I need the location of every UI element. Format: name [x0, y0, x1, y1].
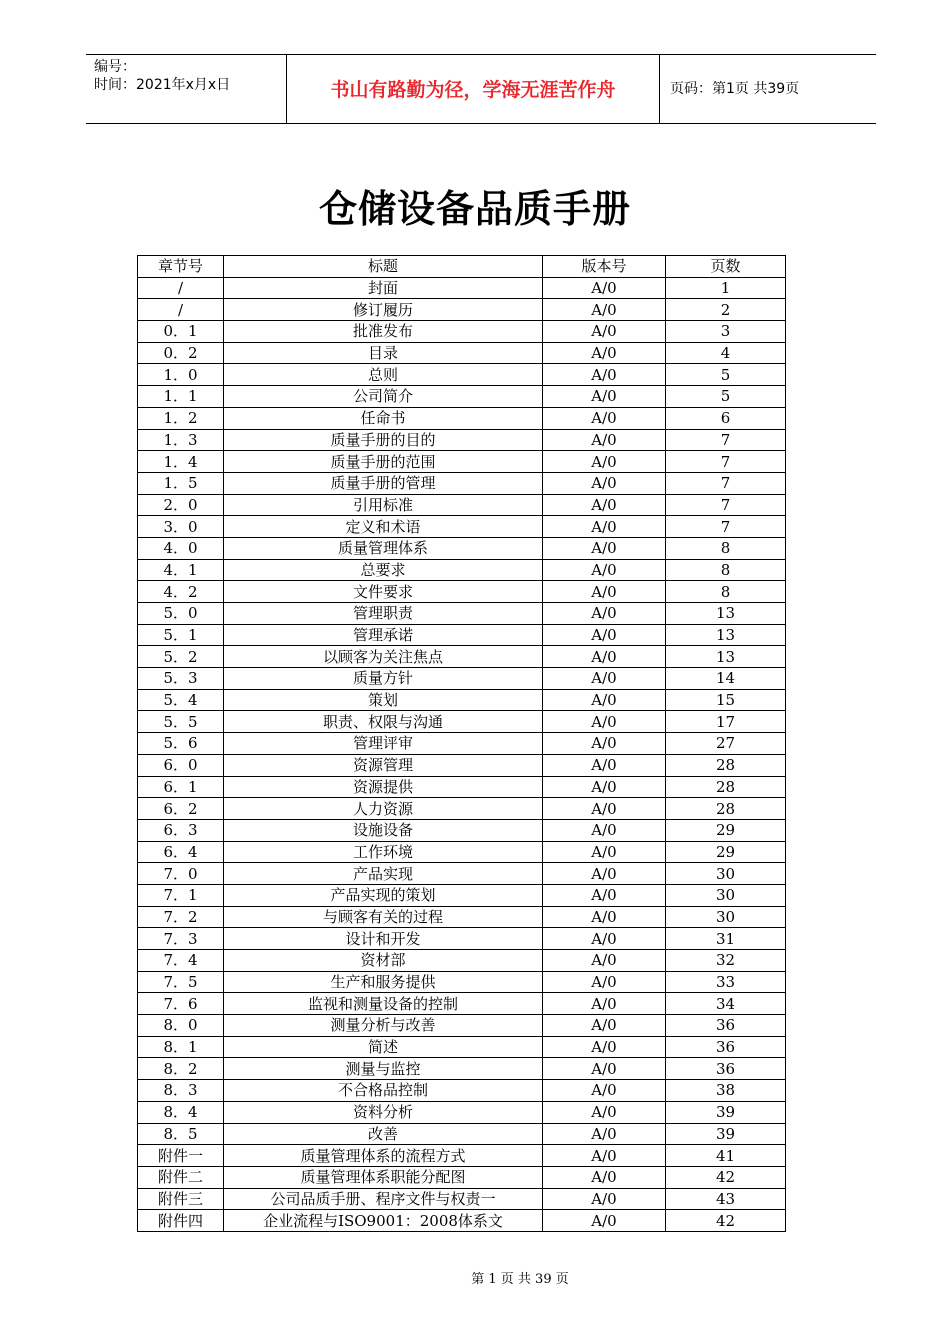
toc-cell-chapter: 7．5: [138, 971, 224, 993]
table-row: [138, 1101, 786, 1123]
toc-cell-chapter: 1．2: [138, 407, 224, 429]
toc-cell-version: A/0: [543, 624, 666, 646]
table-row: [138, 407, 786, 429]
table-row: [138, 1188, 786, 1210]
toc-cell-pages: 14: [666, 668, 786, 690]
toc-cell-chapter: 8．5: [138, 1123, 224, 1145]
toc-cell-pages: 4: [666, 342, 786, 364]
toc-cell-version: A/0: [543, 342, 666, 364]
table-row: [138, 689, 786, 711]
toc-cell-chapter: 7．2: [138, 906, 224, 928]
toc-cell-pages: 8: [666, 559, 786, 581]
toc-cell-title: 公司品质手册、程序文件与权责一: [224, 1188, 543, 1210]
table-row: [138, 819, 786, 841]
toc-cell-title: 设计和开发: [224, 928, 543, 950]
toc-cell-version: A/0: [543, 581, 666, 603]
toc-cell-title: 质量管理体系: [224, 537, 543, 559]
toc-cell-version: A/0: [543, 451, 666, 473]
toc-cell-title: 企业流程与ISO9001：2008体系文: [224, 1210, 543, 1232]
table-row: [138, 711, 786, 733]
table-row: [138, 624, 786, 646]
toc-cell-pages: 30: [666, 884, 786, 906]
toc-cell-version: A/0: [543, 603, 666, 625]
column-header-pages: 页数: [666, 256, 786, 278]
table-row: [138, 1123, 786, 1145]
toc-cell-version: A/0: [543, 754, 666, 776]
toc-cell-chapter: 1．3: [138, 429, 224, 451]
toc-cell-version: A/0: [543, 537, 666, 559]
toc-cell-title: 工作环境: [224, 841, 543, 863]
header-motto: 书山有路勤为径，学海无涯苦作舟: [330, 79, 616, 101]
toc-cell-version: A/0: [543, 1036, 666, 1058]
toc-cell-version: A/0: [543, 1123, 666, 1145]
table-row: [138, 863, 786, 885]
toc-cell-version: A/0: [543, 516, 666, 538]
table-row: [138, 429, 786, 451]
toc-cell-pages: 34: [666, 993, 786, 1015]
toc-cell-pages: 29: [666, 819, 786, 841]
table-row: [138, 386, 786, 408]
table-row: [138, 1036, 786, 1058]
toc-cell-pages: 13: [666, 646, 786, 668]
toc-cell-pages: 42: [666, 1210, 786, 1232]
toc-cell-pages: 28: [666, 798, 786, 820]
toc-cell-version: A/0: [543, 386, 666, 408]
toc-cell-chapter: 0．2: [138, 342, 224, 364]
toc-cell-pages: 6: [666, 407, 786, 429]
toc-cell-title: 管理评审: [224, 733, 543, 755]
toc-cell-version: A/0: [543, 429, 666, 451]
page-header: [86, 54, 876, 124]
toc-cell-title: 人力资源: [224, 798, 543, 820]
toc-cell-chapter: 1．1: [138, 386, 224, 408]
toc-cell-version: A/0: [543, 733, 666, 755]
toc-cell-pages: 17: [666, 711, 786, 733]
toc-cell-version: A/0: [543, 971, 666, 993]
toc-cell-pages: 39: [666, 1101, 786, 1123]
toc-cell-title: 简述: [224, 1036, 543, 1058]
table-row: [138, 646, 786, 668]
table-row: [138, 950, 786, 972]
toc-cell-version: A/0: [543, 364, 666, 386]
toc-cell-title: 封面: [224, 277, 543, 299]
toc-cell-pages: 30: [666, 906, 786, 928]
toc-cell-version: A/0: [543, 321, 666, 343]
toc-cell-pages: 13: [666, 603, 786, 625]
toc-cell-title: 质量手册的目的: [224, 429, 543, 451]
toc-cell-version: A/0: [543, 494, 666, 516]
toc-cell-title: 与顾客有关的过程: [224, 906, 543, 928]
toc-cell-version: A/0: [543, 928, 666, 950]
document-number-label: 编号：: [94, 59, 136, 75]
toc-cell-pages: 29: [666, 841, 786, 863]
toc-cell-chapter: 5．6: [138, 733, 224, 755]
toc-cell-title: 产品实现: [224, 863, 543, 885]
table-row: [138, 668, 786, 690]
table-row: [138, 342, 786, 364]
toc-cell-chapter: 附件四: [138, 1210, 224, 1232]
table-row: [138, 1015, 786, 1037]
toc-cell-title: 质量管理体系职能分配图: [224, 1166, 543, 1188]
toc-cell-title: 管理职责: [224, 603, 543, 625]
toc-cell-pages: 5: [666, 386, 786, 408]
toc-cell-pages: 33: [666, 971, 786, 993]
table-row: [138, 321, 786, 343]
toc-cell-title: 测量与监控: [224, 1058, 543, 1080]
toc-cell-version: A/0: [543, 646, 666, 668]
toc-cell-chapter: 5．3: [138, 668, 224, 690]
toc-cell-pages: 1: [666, 277, 786, 299]
table-row: [138, 277, 786, 299]
toc-cell-title: 以顾客为关注焦点: [224, 646, 543, 668]
toc-cell-chapter: 1．5: [138, 472, 224, 494]
toc-cell-pages: 28: [666, 776, 786, 798]
toc-cell-pages: 8: [666, 537, 786, 559]
header-meta-cell: [86, 55, 287, 123]
toc-cell-chapter: 4．1: [138, 559, 224, 581]
toc-cell-version: A/0: [543, 299, 666, 321]
toc-cell-chapter: 1．4: [138, 451, 224, 473]
toc-cell-pages: 27: [666, 733, 786, 755]
table-row: [138, 971, 786, 993]
toc-cell-chapter: 7．6: [138, 993, 224, 1015]
toc-cell-version: A/0: [543, 863, 666, 885]
table-row: [138, 906, 786, 928]
toc-cell-version: A/0: [543, 798, 666, 820]
table-row: [138, 798, 786, 820]
toc-cell-pages: 42: [666, 1166, 786, 1188]
toc-cell-pages: 39: [666, 1123, 786, 1145]
table-row: [138, 1058, 786, 1080]
toc-cell-pages: 15: [666, 689, 786, 711]
table-row: [138, 928, 786, 950]
toc-cell-version: A/0: [543, 277, 666, 299]
toc-cell-title: 改善: [224, 1123, 543, 1145]
toc-cell-title: 文件要求: [224, 581, 543, 603]
toc-cell-title: 资源提供: [224, 776, 543, 798]
toc-cell-pages: 8: [666, 581, 786, 603]
table-row: [138, 559, 786, 581]
toc-cell-pages: 36: [666, 1058, 786, 1080]
toc-cell-chapter: 7．3: [138, 928, 224, 950]
table-row: [138, 1166, 786, 1188]
toc-cell-chapter: 4．0: [138, 537, 224, 559]
header-page-cell: [660, 55, 876, 123]
toc-cell-title: 职责、权限与沟通: [224, 711, 543, 733]
toc-cell-title: 批准发布: [224, 321, 543, 343]
toc-cell-chapter: 1．0: [138, 364, 224, 386]
toc-cell-title: 资源管理: [224, 754, 543, 776]
toc-cell-title: 质量方针: [224, 668, 543, 690]
toc-cell-pages: 43: [666, 1188, 786, 1210]
toc-cell-version: A/0: [543, 993, 666, 1015]
toc-cell-chapter: 6．3: [138, 819, 224, 841]
toc-cell-title: 总则: [224, 364, 543, 386]
table-row: [138, 494, 786, 516]
header-page-info: 页码：第1页 共39页: [670, 81, 800, 97]
toc-cell-chapter: 附件一: [138, 1145, 224, 1167]
table-row: [138, 516, 786, 538]
toc-cell-pages: 7: [666, 429, 786, 451]
toc-body: [138, 277, 786, 1231]
toc-cell-chapter: /: [138, 299, 224, 321]
toc-cell-version: A/0: [543, 1210, 666, 1232]
toc-cell-title: 公司简介: [224, 386, 543, 408]
toc-cell-pages: 5: [666, 364, 786, 386]
toc-cell-version: A/0: [543, 711, 666, 733]
toc-cell-version: A/0: [543, 776, 666, 798]
toc-cell-title: 管理承诺: [224, 624, 543, 646]
table-row: [138, 451, 786, 473]
toc-cell-version: A/0: [543, 819, 666, 841]
toc-cell-pages: 31: [666, 928, 786, 950]
table-row: [138, 884, 786, 906]
toc-cell-chapter: 8．3: [138, 1080, 224, 1102]
toc-cell-chapter: 8．1: [138, 1036, 224, 1058]
toc-cell-chapter: 5．0: [138, 603, 224, 625]
toc-cell-chapter: 8．2: [138, 1058, 224, 1080]
toc-cell-chapter: 附件二: [138, 1166, 224, 1188]
toc-cell-chapter: 5．5: [138, 711, 224, 733]
column-header-version: 版本号: [543, 256, 666, 278]
toc-cell-version: A/0: [543, 407, 666, 429]
toc-cell-title: 总要求: [224, 559, 543, 581]
toc-cell-pages: 30: [666, 863, 786, 885]
header-motto-cell: [287, 55, 660, 123]
table-row: [138, 1080, 786, 1102]
document-time-label: 时间：2021年x月x日: [94, 77, 231, 93]
toc-cell-version: A/0: [543, 1080, 666, 1102]
toc-cell-title: 定义和术语: [224, 516, 543, 538]
toc-cell-version: A/0: [543, 1188, 666, 1210]
table-row: [138, 299, 786, 321]
toc-cell-version: A/0: [543, 1145, 666, 1167]
toc-cell-pages: 36: [666, 1015, 786, 1037]
toc-header-row: [138, 256, 786, 278]
table-row: [138, 581, 786, 603]
toc-cell-version: A/0: [543, 472, 666, 494]
table-row: [138, 603, 786, 625]
toc-cell-title: 策划: [224, 689, 543, 711]
toc-cell-title: 修订履历: [224, 299, 543, 321]
toc-cell-pages: 7: [666, 472, 786, 494]
toc-cell-chapter: 8．0: [138, 1015, 224, 1037]
toc-cell-version: A/0: [543, 559, 666, 581]
toc-cell-chapter: 5．1: [138, 624, 224, 646]
document-title: 仓储设备品质手册: [318, 186, 631, 231]
toc-cell-version: A/0: [543, 906, 666, 928]
table-row: [138, 733, 786, 755]
toc-cell-pages: 28: [666, 754, 786, 776]
toc-cell-version: A/0: [543, 1015, 666, 1037]
toc-cell-chapter: 0．1: [138, 321, 224, 343]
toc-cell-title: 任命书: [224, 407, 543, 429]
toc-cell-chapter: 6．0: [138, 754, 224, 776]
toc-cell-title: 测量分析与改善: [224, 1015, 543, 1037]
table-row: [138, 993, 786, 1015]
toc-cell-chapter: 4．2: [138, 581, 224, 603]
toc-cell-title: 资材部: [224, 950, 543, 972]
toc-cell-title: 生产和服务提供: [224, 971, 543, 993]
toc-cell-chapter: 6．4: [138, 841, 224, 863]
toc-cell-version: A/0: [543, 841, 666, 863]
toc-cell-pages: 7: [666, 516, 786, 538]
toc-cell-pages: 41: [666, 1145, 786, 1167]
toc-cell-chapter: 7．0: [138, 863, 224, 885]
toc-cell-version: A/0: [543, 668, 666, 690]
toc-cell-title: 不合格品控制: [224, 1080, 543, 1102]
table-row: [138, 472, 786, 494]
toc-cell-title: 产品实现的策划: [224, 884, 543, 906]
toc-cell-chapter: 7．4: [138, 950, 224, 972]
toc-cell-pages: 2: [666, 299, 786, 321]
toc-cell-chapter: /: [138, 277, 224, 299]
toc-cell-version: A/0: [543, 884, 666, 906]
toc-cell-chapter: 7．1: [138, 884, 224, 906]
toc-cell-pages: 36: [666, 1036, 786, 1058]
table-row: [138, 754, 786, 776]
toc-cell-title: 质量手册的管理: [224, 472, 543, 494]
toc-cell-version: A/0: [543, 950, 666, 972]
table-row: [138, 841, 786, 863]
toc-cell-chapter: 6．1: [138, 776, 224, 798]
toc-cell-version: A/0: [543, 689, 666, 711]
toc-cell-chapter: 3．0: [138, 516, 224, 538]
toc-cell-version: A/0: [543, 1101, 666, 1123]
toc-cell-title: 目录: [224, 342, 543, 364]
table-row: [138, 1145, 786, 1167]
toc-cell-pages: 38: [666, 1080, 786, 1102]
toc-table: [137, 255, 786, 1232]
toc-cell-chapter: 2．0: [138, 494, 224, 516]
toc-cell-pages: 13: [666, 624, 786, 646]
toc-cell-title: 资料分析: [224, 1101, 543, 1123]
page-footer: 第 1 页 共 39 页: [471, 1272, 569, 1287]
toc-cell-pages: 7: [666, 451, 786, 473]
toc-cell-title: 质量手册的范围: [224, 451, 543, 473]
toc-cell-title: 设施设备: [224, 819, 543, 841]
column-header-title: 标题: [224, 256, 543, 278]
toc-cell-pages: 3: [666, 321, 786, 343]
toc-cell-chapter: 5．4: [138, 689, 224, 711]
toc-cell-title: 质量管理体系的流程方式: [224, 1145, 543, 1167]
column-header-chapter: 章节号: [138, 256, 224, 278]
toc-cell-chapter: 8．4: [138, 1101, 224, 1123]
toc-cell-title: 监视和测量设备的控制: [224, 993, 543, 1015]
table-row: [138, 1210, 786, 1232]
toc-cell-chapter: 6．2: [138, 798, 224, 820]
toc-cell-title: 引用标准: [224, 494, 543, 516]
toc-cell-pages: 7: [666, 494, 786, 516]
toc-cell-chapter: 5．2: [138, 646, 224, 668]
toc-cell-chapter: 附件三: [138, 1188, 224, 1210]
toc-cell-version: A/0: [543, 1058, 666, 1080]
toc-cell-version: A/0: [543, 1166, 666, 1188]
table-row: [138, 537, 786, 559]
toc-cell-pages: 32: [666, 950, 786, 972]
table-row: [138, 364, 786, 386]
table-row: [138, 776, 786, 798]
